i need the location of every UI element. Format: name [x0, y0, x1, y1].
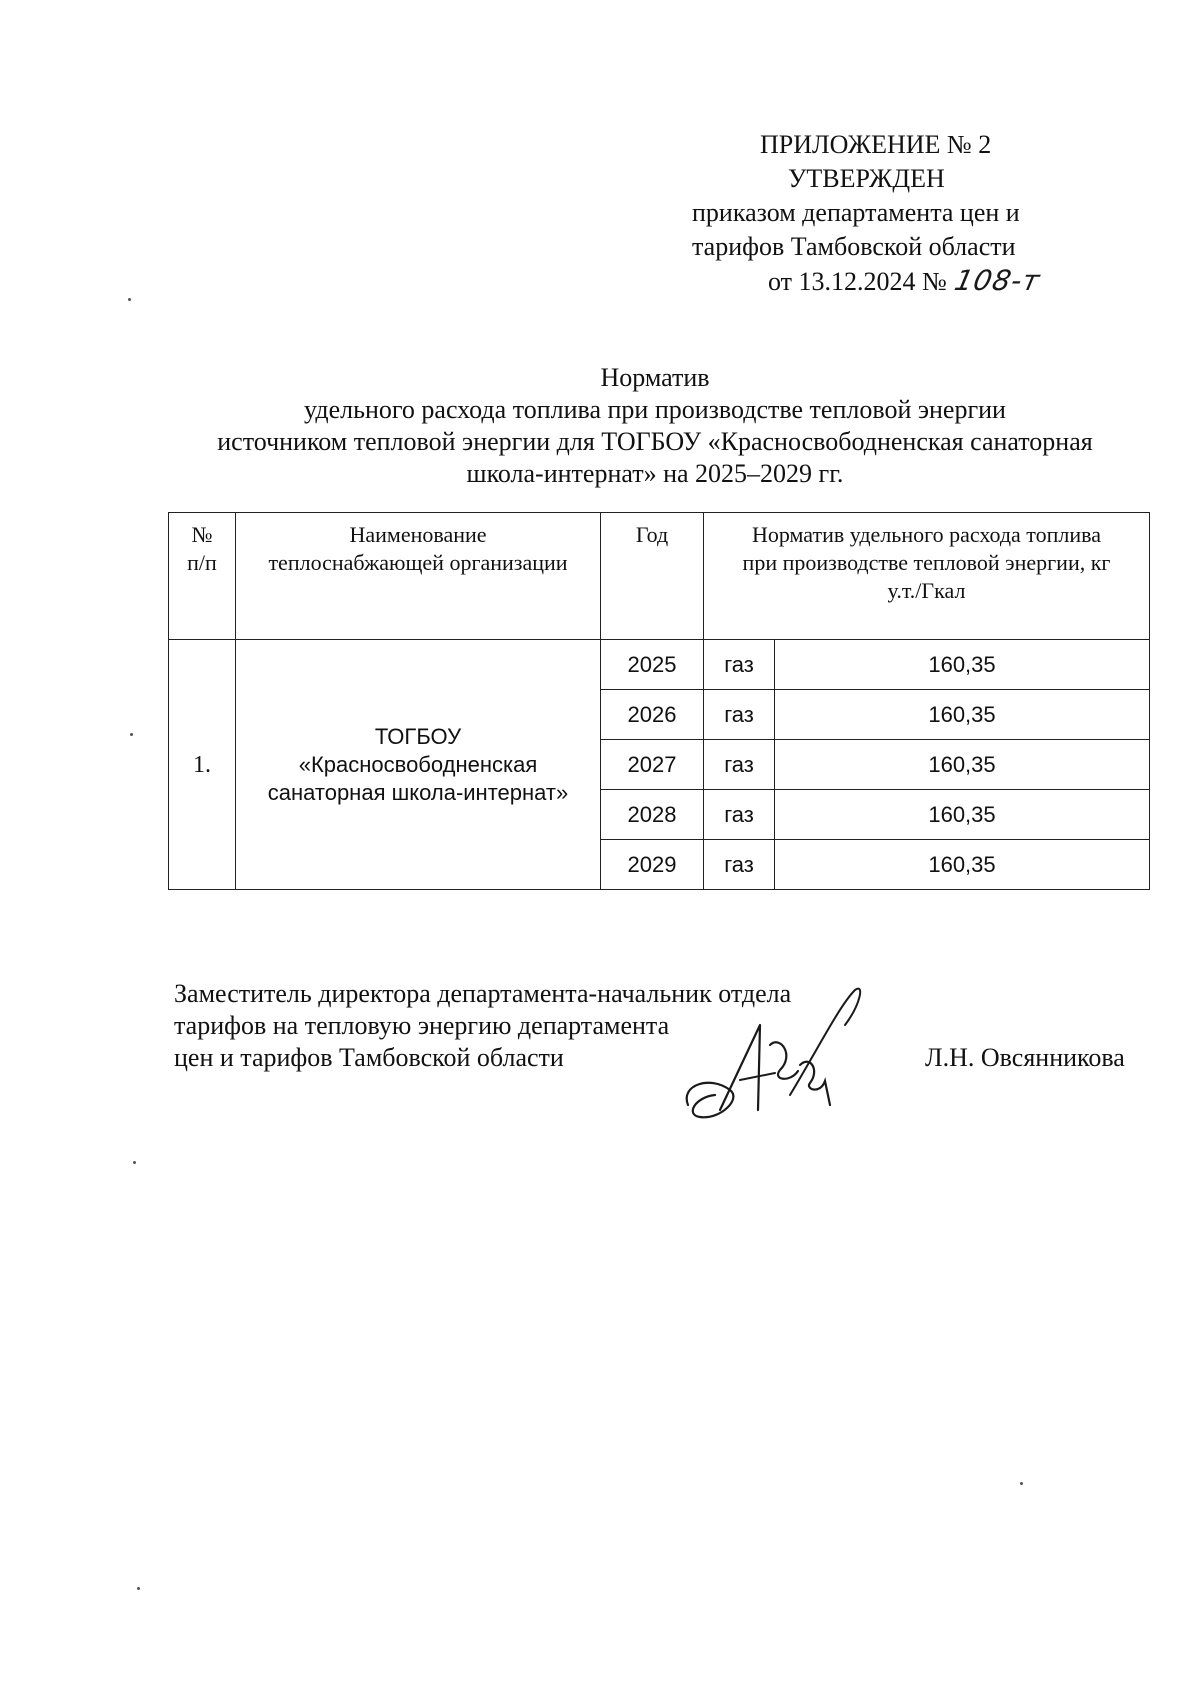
- scan-speck: [128, 298, 131, 301]
- document-title: [160, 362, 1150, 490]
- norm-table: [168, 512, 1150, 890]
- fuel-cell: газ: [704, 690, 775, 740]
- org-name: ТОГБОУ «Красносвободненская санаторная школа-интернат»: [236, 640, 601, 890]
- fuel-cell: газ: [704, 740, 775, 790]
- table-header-row: [169, 513, 1150, 640]
- value-cell: 160,35: [775, 690, 1150, 740]
- header-num: № п/п: [169, 513, 236, 640]
- fuel-cell: газ: [704, 790, 775, 840]
- fuel-cell: газ: [704, 640, 775, 690]
- signatory-name: Л.Н. Овсянникова: [925, 1043, 1125, 1072]
- title-line-2: удельного расхода топлива при производстве тепловой энергии: [304, 395, 1006, 424]
- value-cell: 160,35: [775, 640, 1150, 690]
- title-line-4: школа-интернат» на 2025–2029 гг.: [466, 459, 844, 488]
- approval-region-line: тарифов Тамбовской области: [692, 232, 1016, 261]
- scan-speck: [1020, 1482, 1023, 1485]
- scan-speck: [130, 733, 133, 736]
- year-cell: 2027: [601, 740, 704, 790]
- approval-date-line: [680, 264, 1080, 299]
- fuel-cell: газ: [704, 840, 775, 890]
- value-cell: 160,35: [775, 840, 1150, 890]
- header-year: Год: [601, 513, 704, 640]
- year-cell: 2029: [601, 840, 704, 890]
- year-cell: 2025: [601, 640, 704, 690]
- header-org-name: Наименование теплоснабжающей организации: [236, 513, 601, 640]
- value-cell: 160,35: [775, 740, 1150, 790]
- approval-date: от 13.12.2024 №: [768, 267, 947, 296]
- signatory-line-1: Заместитель директора департамента-начальник отдела: [174, 979, 792, 1008]
- value-cell: 160,35: [775, 790, 1150, 840]
- title-line-3: источником тепловой энергии для ТОГБОУ «Красносвободненская санаторная: [217, 427, 1093, 456]
- scan-speck: [137, 1587, 140, 1590]
- approval-order-line: приказом департамента цен и: [692, 198, 1020, 227]
- org-number: 1.: [169, 640, 236, 890]
- approval-block: [680, 128, 1080, 299]
- title-line-1: Норматив: [600, 363, 710, 392]
- header-norm: Норматив удельного расхода топлива при производстве тепловой энергии, кг у.т./Гкал: [704, 513, 1150, 640]
- scan-speck: [133, 1161, 136, 1164]
- order-number-handwritten: 108-т: [951, 264, 1044, 297]
- signatory-line-3: цен и тарифов Тамбовской области: [174, 1043, 564, 1072]
- signatory-line-2: тарифов на тепловую энергию департамента: [174, 1011, 670, 1040]
- handwritten-signature: [680, 985, 870, 1135]
- approved-label: УТВЕРЖДЕН: [788, 164, 945, 193]
- table-row: [169, 640, 1150, 690]
- year-cell: 2026: [601, 690, 704, 740]
- year-cell: 2028: [601, 790, 704, 840]
- appendix-label: ПРИЛОЖЕНИЕ № 2: [760, 130, 992, 159]
